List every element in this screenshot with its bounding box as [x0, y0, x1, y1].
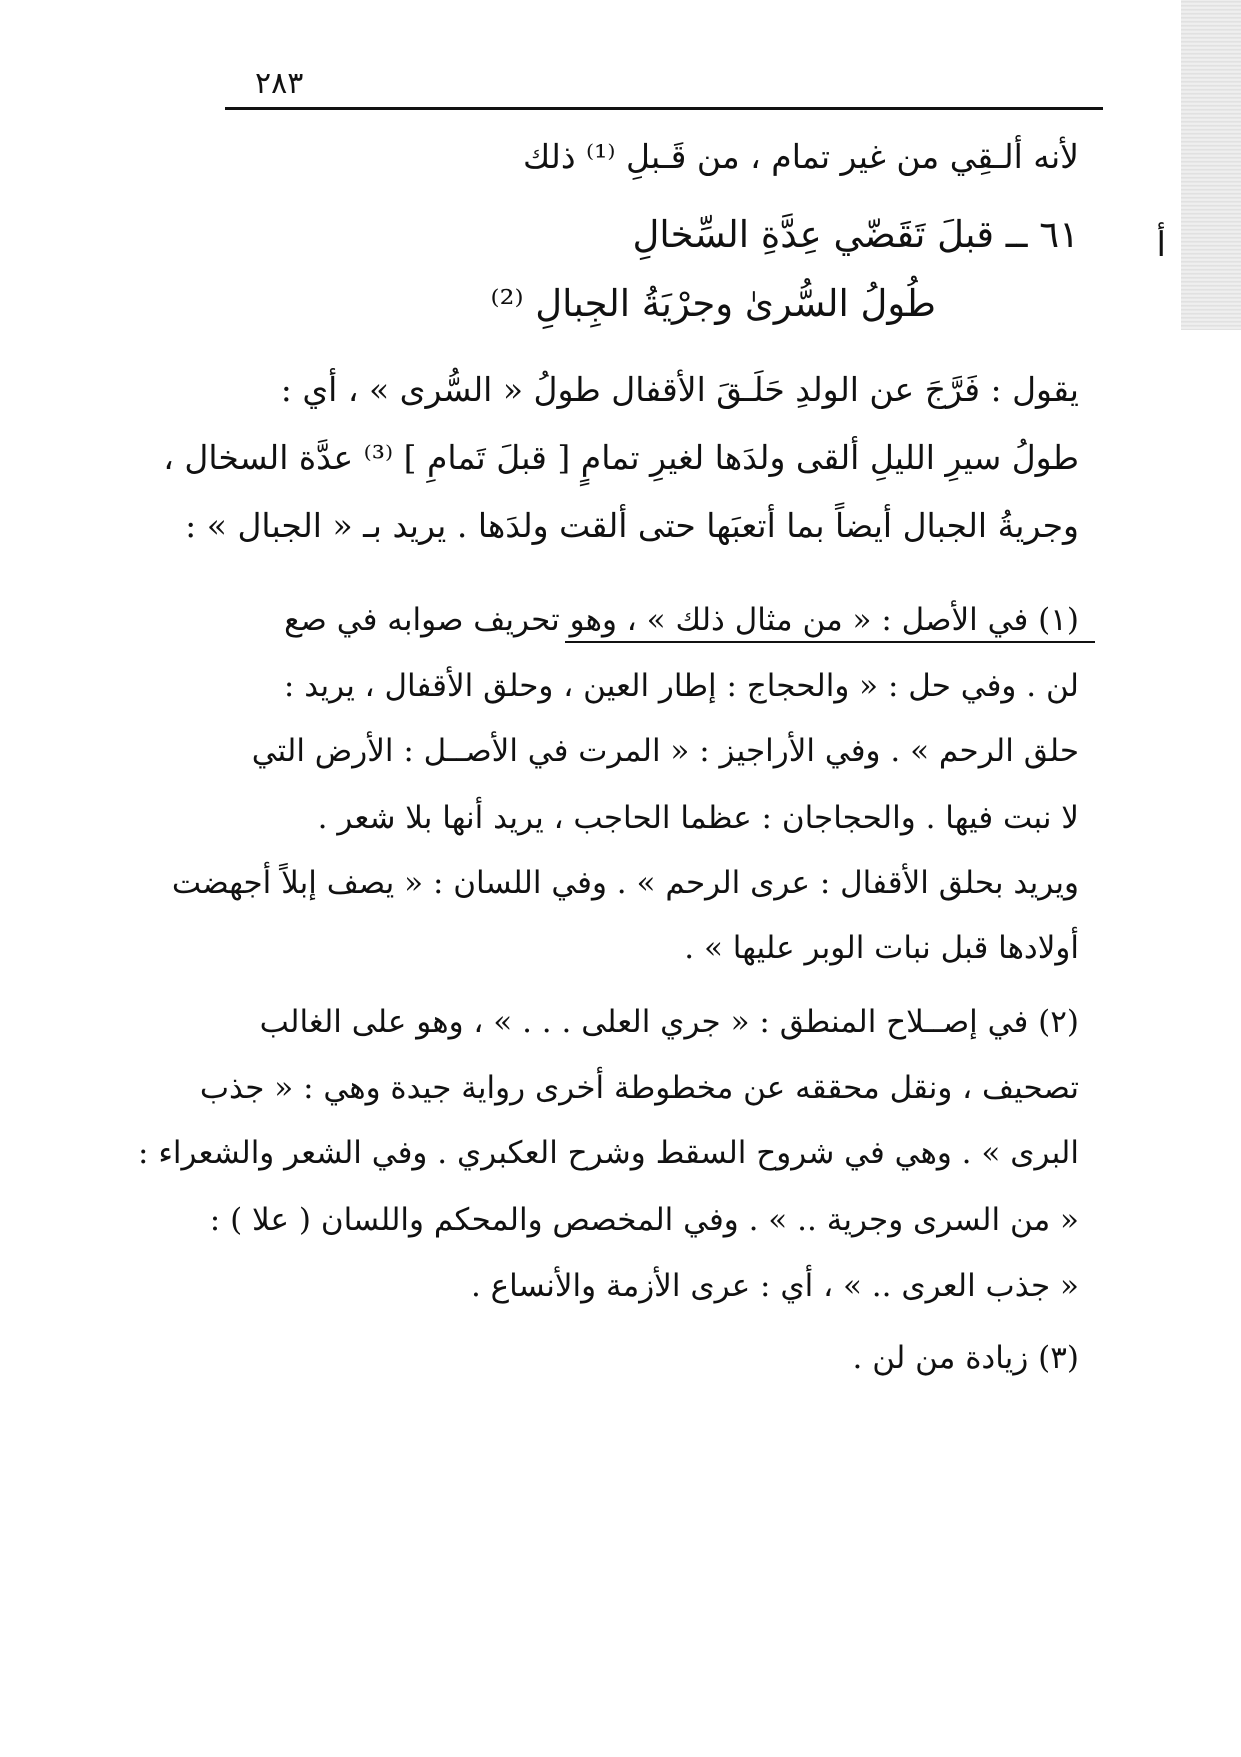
footnote-2-line: البرى » . وهي في شروح السقط وشرح العكبري . وفي الشعر والشعراء :: [138, 1135, 1079, 1171]
commentary-line: طولُ سيرِ الليلِ ألقى ولدَها لغيرِ تمامٍ [ قبلَ تَمامِ ] ⁽³⁾ عدَّة السخال ،: [163, 438, 1079, 477]
footnote-separator: [565, 641, 1095, 643]
page-number: ٢٨٣: [255, 66, 304, 101]
footnote-1-line: لن . وفي حل : « والحجاج : إطار العين ، وحلق الأقفال ، يريد :: [283, 668, 1079, 704]
header-rule: [225, 107, 1103, 110]
verse-second-hemistich: طُولُ السُّرىٰ وجرْيَةُ الجِبالِ ⁽²⁾: [490, 282, 936, 325]
footnote-2-line: « من السرى وجرية .. » . وفي المخصص والمحكم واللسان ( علا ) :: [209, 1202, 1079, 1238]
footnote-3-line: (٣) زيادة من لن .: [852, 1340, 1079, 1376]
footnote-1-line: لا نبت فيها . والحجاجان : عظما الحاجب ، يريد أنها بلا شعر .: [317, 800, 1079, 836]
footnote-2-line: تصحيف ، ونقل محققه عن مخطوطة أخرى رواية جيدة وهي : « جذب: [199, 1070, 1079, 1106]
verse-first-hemistich: ٦١ ــ قبلَ تَقَضّي عِدَّةِ السِّخالِ: [632, 213, 1079, 256]
commentary-line: يقول : فَرَّجَ عن الولدِ حَلَـقَ الأقفال طولُ « السُّرى » ، أي :: [280, 370, 1079, 409]
scanned-page-edge: [1181, 0, 1241, 330]
margin-mark: أ: [1156, 225, 1166, 265]
footnote-2-line: « جذب العرى .. » ، أي : عرى الأزمة والأنساع .: [470, 1268, 1079, 1304]
footnote-1-line: أولادها قبل نبات الوبر عليها » .: [684, 930, 1079, 966]
commentary-line: وجريةُ الجبال أيضاً بما أتعبَها حتى ألقت ولدَها . يريد بـ « الجبال » :: [185, 506, 1079, 545]
footnote-1-line: حلق الرحم » . وفي الأراجيز : « المرت في الأصــل : الأرض التي: [251, 733, 1079, 769]
footnote-1-line: (١) في الأصل : « من مثال ذلك » ، وهو تحريف صوابه في صع: [284, 602, 1079, 638]
footnote-1-line: ويريد بحلق الأقفال : عرى الرحم » . وفي اللسان : « يصف إبلاً أجهضت: [171, 865, 1079, 901]
intro-line: لأنه ألـقِي من غير تمام ، من قَـبلِ ⁽¹⁾ ذلك: [522, 137, 1079, 176]
footnote-2-line: (٢) في إصــلاح المنطق : « جري العلى . . . » ، وهو على الغالب: [259, 1004, 1079, 1040]
